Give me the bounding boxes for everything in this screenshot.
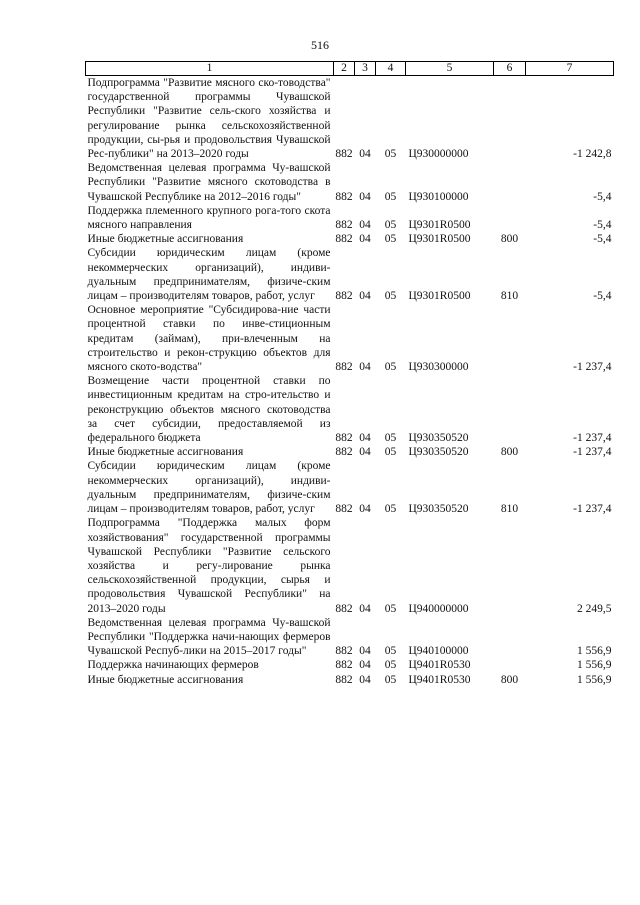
- row-subsection: 05: [384, 645, 397, 658]
- row-amount: 1 556,9: [577, 645, 612, 658]
- row-subsection: 05: [384, 219, 397, 232]
- table-row: [86, 374, 614, 445]
- row-section: 04: [359, 659, 371, 672]
- row-admin-code: 882: [335, 659, 353, 672]
- row-amount: -5,4: [593, 219, 612, 232]
- row-name: Подпрограмма "Развитие мясного ско-товодства" государственной программы Чувашской Республики "Развитие сель-ского хозяйства и регулирование рынка сельскохозяйственной продукции, сы-рья и продовольствия Чувашской Рес-публики" на 2013–2020 годы: [87, 77, 331, 161]
- row-admin-code: 882: [335, 148, 353, 161]
- row-name: Подпрограмма "Поддержка малых форм хозяйствования" государственной программы Чувашской Республики "Развитие сельского хозяйства и регу-лирование рынка сельскохозяйственной продукции, сырья и продовольствия Чувашской Республики" на 2013–2020 годы: [87, 517, 331, 615]
- row-subsection: 05: [384, 148, 397, 161]
- row-target-item: Ц930350520: [408, 503, 469, 516]
- row-name: Основное мероприятие "Субсидирова-ние части процентной ставки по инве-стиционным кредитам (займам), при-влеченным на строительство и рекон-струкцию объектов для мясного ското-водства": [87, 304, 331, 374]
- row-amount: -5,4: [593, 190, 612, 203]
- row-expense-type: [494, 76, 526, 162]
- header-col-5: 5: [406, 62, 494, 76]
- row-target-item: Ц9301R0500: [408, 233, 471, 246]
- row-name: Иные бюджетные ассигнования: [87, 233, 244, 246]
- row-name: Субсидии юридическим лицам (кроме некоммерческих организаций), индиви-дуальным предпринимателям, физиче-ским лицам – производителям товаров, работ, услуг: [87, 460, 331, 516]
- row-section: 04: [359, 602, 371, 615]
- row-section: 04: [359, 233, 371, 246]
- row-subsection: 05: [384, 190, 397, 203]
- table-row: [86, 232, 614, 246]
- row-expense-type: 810: [500, 290, 519, 303]
- row-target-item: Ц9401R0530: [408, 659, 471, 672]
- row-expense-type: [494, 658, 526, 672]
- row-expense-type: 800: [500, 233, 519, 246]
- table-row: [86, 459, 614, 516]
- row-amount: -1 242,8: [573, 148, 612, 161]
- row-amount: -1 237,4: [573, 432, 612, 445]
- row-expense-type: 800: [500, 673, 519, 686]
- row-admin-code: 882: [335, 673, 353, 686]
- row-amount: -5,4: [593, 290, 612, 303]
- row-admin-code: 882: [335, 219, 353, 232]
- row-admin-code: 882: [335, 432, 353, 445]
- row-admin-code: 882: [335, 190, 353, 203]
- row-target-item: Ц9301R0500: [408, 219, 471, 232]
- row-target-item: Ц930300000: [408, 361, 469, 374]
- table-row: [86, 303, 614, 374]
- row-target-item: Ц930350520: [408, 446, 469, 459]
- row-admin-code: 882: [335, 233, 353, 246]
- row-name: Возмещение части процентной ставки по инвестиционным кредитам на стро-ительство и реконструкцию объектов мясного скотоводства за счет субсидии, предоставляемой из федерального бюджета: [87, 375, 331, 445]
- header-col-3: 3: [355, 62, 376, 76]
- row-admin-code: 882: [335, 503, 353, 516]
- page-number: 516: [311, 38, 329, 52]
- row-subsection: 05: [384, 432, 397, 445]
- header-col-6: 6: [494, 62, 526, 76]
- row-name: Ведомственная целевая программа Чу-вашской Республики "Поддержка начи-нающих фермеров Чувашской Респуб-лики на 2015–2017 годы": [87, 616, 331, 658]
- row-subsection: 05: [384, 503, 397, 516]
- header-col-2: 2: [334, 62, 355, 76]
- row-admin-code: 882: [335, 446, 353, 459]
- row-target-item: Ц930000000: [408, 148, 469, 161]
- row-amount: -5,4: [593, 233, 612, 246]
- row-subsection: 05: [384, 233, 397, 246]
- row-amount: -1 237,4: [573, 446, 612, 459]
- table-header: [86, 62, 614, 76]
- row-expense-type: 810: [500, 503, 519, 516]
- row-expense-type: [494, 204, 526, 232]
- row-expense-type: [494, 516, 526, 615]
- row-section: 04: [359, 645, 371, 658]
- row-section: 04: [359, 361, 371, 374]
- row-section: 04: [359, 503, 371, 516]
- row-subsection: 05: [384, 602, 397, 615]
- row-name: Ведомственная целевая программа Чу-вашской Республики "Развитие мясного скотоводства в Чувашской Республике на 2012–2016 годы": [87, 162, 331, 203]
- row-name: Иные бюджетные ассигнования: [87, 446, 244, 459]
- row-amount: 2 249,5: [577, 602, 612, 615]
- table-row: [86, 246, 614, 303]
- table-body: [86, 76, 614, 687]
- row-expense-type: [494, 616, 526, 659]
- row-expense-type: 800: [500, 446, 519, 459]
- row-admin-code: 882: [335, 361, 353, 374]
- header-col-7: 7: [526, 62, 614, 76]
- table-row: [86, 204, 614, 232]
- row-subsection: 05: [384, 673, 397, 686]
- header-col-1: 1: [86, 62, 334, 76]
- row-expense-type: [494, 374, 526, 445]
- row-name: Поддержка племенного крупного рога-того скота мясного направления: [87, 204, 331, 232]
- row-admin-code: 882: [335, 290, 353, 303]
- row-name: Поддержка начинающих фермеров: [87, 659, 259, 672]
- row-amount: 1 556,9: [577, 659, 612, 672]
- row-name: Субсидии юридическим лицам (кроме некоммерческих организаций), индиви-дуальным предпринимателям, физиче-ским лицам – производителям товаров, работ, услуг: [87, 247, 331, 303]
- row-expense-type: [494, 303, 526, 374]
- row-section: 04: [359, 290, 371, 303]
- table-row: [86, 516, 614, 615]
- row-target-item: Ц930100000: [408, 190, 469, 203]
- row-section: 04: [359, 446, 371, 459]
- row-target-item: Ц930350520: [408, 432, 469, 445]
- row-admin-code: 882: [335, 602, 353, 615]
- row-section: 04: [359, 673, 371, 686]
- row-section: 04: [359, 219, 371, 232]
- row-section: 04: [359, 432, 371, 445]
- row-section: 04: [359, 190, 371, 203]
- row-target-item: Ц9301R0500: [408, 290, 471, 303]
- budget-table: [85, 61, 614, 687]
- table-row: [86, 673, 614, 687]
- row-amount: -1 237,4: [573, 361, 612, 374]
- row-name: Иные бюджетные ассигнования: [87, 673, 244, 686]
- row-expense-type: [494, 161, 526, 204]
- table-row: [86, 658, 614, 672]
- row-target-item: Ц940100000: [408, 645, 469, 658]
- table-row: [86, 161, 614, 204]
- row-target-item: Ц940000000: [408, 602, 469, 615]
- table-row: [86, 616, 614, 659]
- header-col-4: 4: [376, 62, 406, 76]
- row-admin-code: 882: [335, 645, 353, 658]
- row-subsection: 05: [384, 659, 397, 672]
- row-amount: 1 556,9: [577, 673, 612, 686]
- row-section: 04: [359, 148, 371, 161]
- row-amount: -1 237,4: [573, 503, 612, 516]
- table-row: [86, 76, 614, 162]
- row-subsection: 05: [384, 290, 397, 303]
- row-target-item: Ц9401R0530: [408, 673, 471, 686]
- row-subsection: 05: [384, 361, 397, 374]
- table-row: [86, 445, 614, 459]
- row-subsection: 05: [384, 446, 397, 459]
